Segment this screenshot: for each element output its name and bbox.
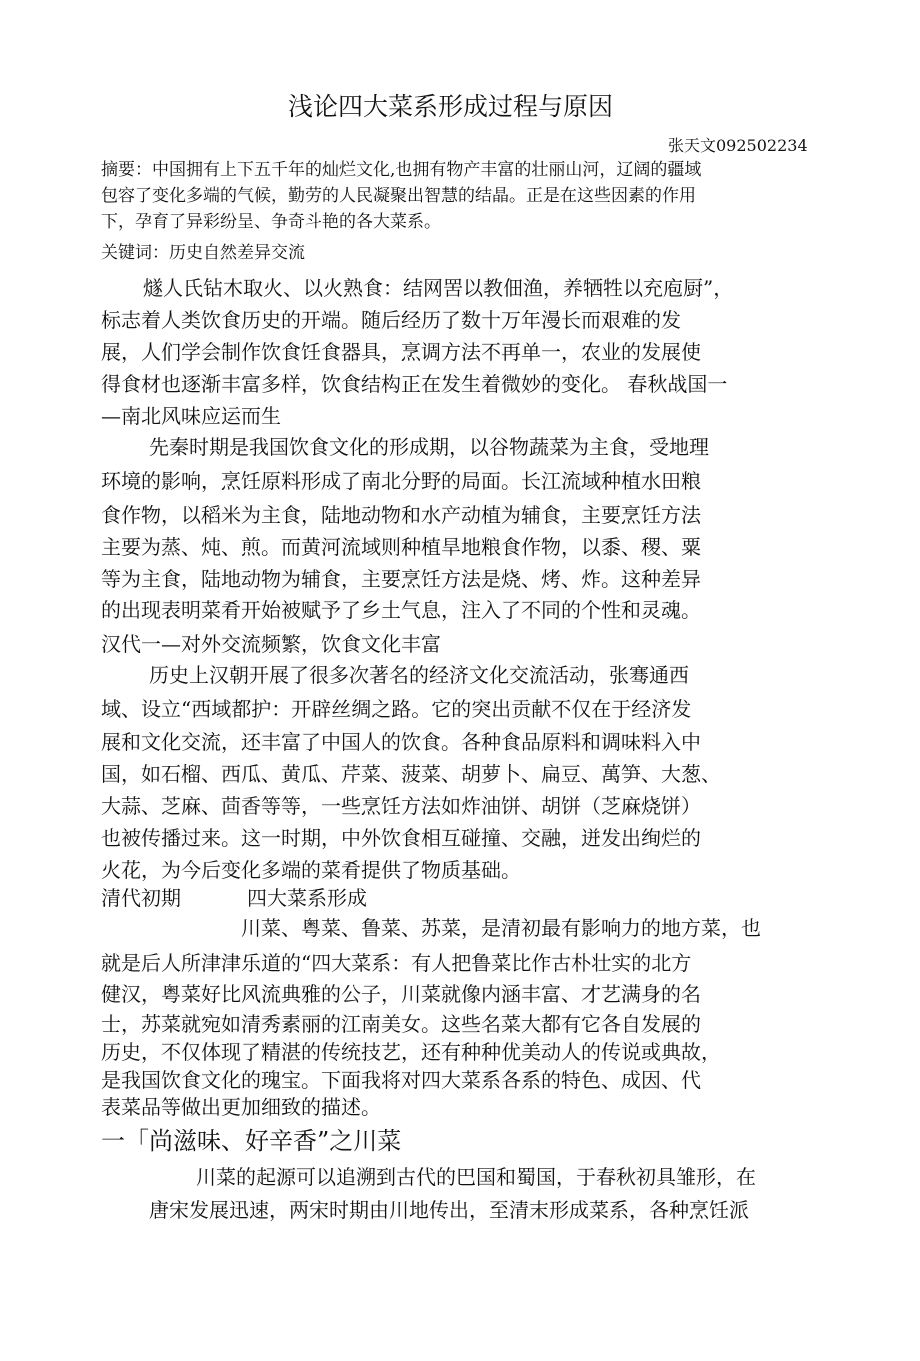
- abstract-line: 包容了变化多端的气候，勤劳的人民凝聚出智慧的结晶。正是在这些因素的作用: [101, 186, 696, 206]
- paragraph-line: 展和文化交流，还丰富了中国人的饮食。各种食品原料和调味料入中: [101, 730, 701, 754]
- paragraph-line: 历史，不仅体现了精湛的传统技艺，还有种种优美动人的传说或典故，: [101, 1040, 721, 1064]
- document-title: 浅论四大菜系形成过程与原因: [288, 92, 614, 121]
- section-heading-sichuan: 一「尚滋味、好辛香”之川菜: [101, 1127, 402, 1155]
- paragraph-line: 也被传播过来。这一时期，中外饮食相互碰撞、交融，迸发出绚烂的: [101, 826, 701, 850]
- keywords-line: 关键词：历史自然差异交流: [101, 243, 305, 263]
- paragraph-line: 川菜的起源可以追溯到古代的巴国和蜀国，于春秋初具雏形，在: [196, 1165, 756, 1189]
- paragraph-line: 先秦时期是我国饮食文化的形成期，以谷物蔬菜为主食，受地理: [149, 435, 709, 459]
- paragraph-line: 表菜品等做出更加细致的描述。: [101, 1095, 381, 1119]
- paragraph-line: 大蒜、芝麻、茴香等等，一些烹饪方法如炸油饼、胡饼（芝麻烧饼）: [101, 794, 701, 818]
- paragraph-line: 食作物，以稻米为主食，陆地动物和水产动植为辅食，主要烹饪方法: [101, 503, 701, 527]
- paragraph-line: 唐宋发展迅速，两宋时期由川地传出，至清末形成菜系，各种烹饪派: [149, 1198, 749, 1222]
- paragraph-line: 燧人氏钻木取火、以火熟食：结网罟以教佃渔，养牺牲以充庖厨”，: [143, 276, 734, 300]
- paragraph-line: 等为主食，陆地动物为辅食，主要烹饪方法是烧、烤、炸。这种差异: [101, 567, 701, 591]
- paragraph-line: 士，苏菜就宛如清秀素丽的江南美女。这些名菜大都有它各自发展的: [101, 1012, 701, 1036]
- paragraph-line: 是我国饮食文化的瑰宝。下面我将对四大菜系各系的特色、成因、代: [101, 1068, 701, 1092]
- section-heading-han: 汉代一—对外交流频繁，饮食文化丰富: [101, 632, 441, 656]
- paragraph-line: 得食材也逐渐丰富多样，饮食结构正在发生着微妙的变化。 春秋战国一: [101, 372, 728, 396]
- paragraph-line: 国，如石榴、西瓜、黄瓜、芹菜、菠菜、胡萝卜、扁豆、萬笋、大葱、: [101, 762, 721, 786]
- section-heading-qing-subtitle: 四大菜系形成: [247, 886, 367, 910]
- paragraph-line: 主要为蒸、炖、煎。而黄河流域则种植旱地粮食作物，以黍、稷、粟: [101, 535, 701, 559]
- abstract-line: 下，孕育了异彩纷呈、争奇斗艳的各大菜系。: [101, 212, 441, 232]
- section-heading-qing: 清代初期: [101, 886, 181, 910]
- paragraph-line: 历史上汉朝开展了很多次著名的经济文化交流活动，张骞通西: [149, 663, 689, 687]
- paragraph-line: 就是后人所津津乐道的“四大菜系：有人把鲁菜比作古朴壮实的北方: [101, 951, 692, 975]
- paragraph-line: 环境的影响，烹饪原料形成了南北分野的局面。长江流域种植水田粮: [101, 469, 701, 493]
- paragraph-line: 川菜、粤菜、鲁菜、苏菜，是清初最有影响力的地方菜，也: [241, 916, 761, 940]
- paragraph-line: 火花，为今后变化多端的菜肴提供了物质基础。: [101, 858, 521, 882]
- abstract-line: 摘要：中国拥有上下五千年的灿烂文化,也拥有物产丰富的壮丽山河，辽阔的疆域: [101, 160, 702, 180]
- paragraph-line: 标志着人类饮食历史的开端。随后经历了数十万年漫长而艰难的发: [101, 308, 681, 332]
- paragraph-line: 健汉，粤菜好比风流典雅的公子，川菜就像内涵丰富、才艺满身的名: [101, 982, 701, 1006]
- paragraph-line: 域、设立“西域都护：开辟丝绸之路。它的突出贡献不仅在于经济发: [101, 697, 692, 721]
- paragraph-line: —南北风味应运而生: [101, 404, 281, 428]
- author-line: 张天文092502234: [668, 136, 808, 155]
- paragraph-line: 的出现表明菜肴开始被赋予了乡土气息，注入了不同的个性和灵魂。: [101, 598, 701, 622]
- paragraph-line: 展，人们学会制作饮食饪食器具，烹调方法不再单一，农业的发展使: [101, 340, 701, 364]
